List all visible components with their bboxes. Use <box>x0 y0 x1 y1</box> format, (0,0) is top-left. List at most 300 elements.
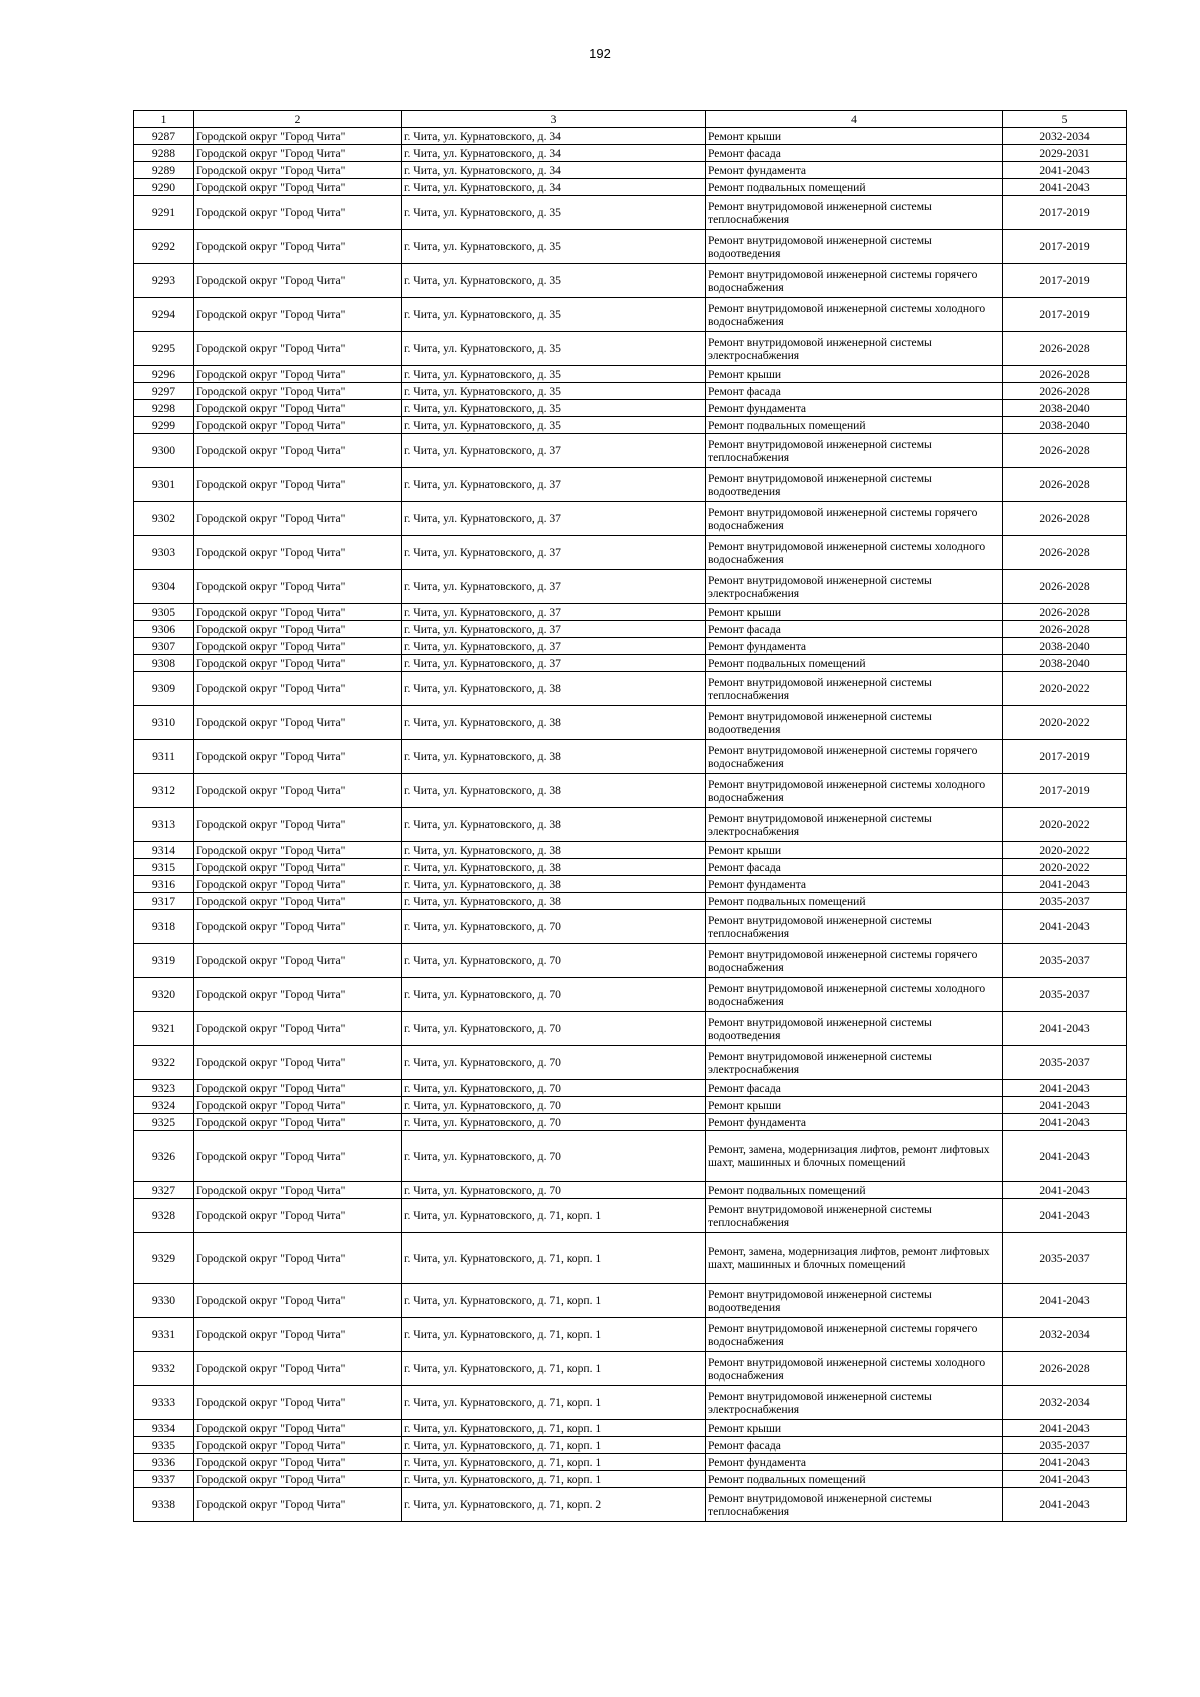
period-cell: 2041-2043 <box>1003 1012 1127 1046</box>
period-cell: 2020-2022 <box>1003 672 1127 706</box>
work-type-cell: Ремонт внутридомовой инженерной системы холодного водоснабжения <box>706 1352 1003 1386</box>
address-cell: г. Чита, ул. Курнатовского, д. 38 <box>402 859 706 876</box>
period-cell: 2026-2028 <box>1003 536 1127 570</box>
period-cell: 2041-2043 <box>1003 1080 1127 1097</box>
table-row <box>134 1182 1127 1199</box>
work-type-cell: Ремонт внутридомовой инженерной системы теплоснабжения <box>706 434 1003 468</box>
period-cell: 2035-2037 <box>1003 944 1127 978</box>
row-number-cell: 9318 <box>134 910 194 944</box>
work-type-cell: Ремонт фундамента <box>706 162 1003 179</box>
table-row <box>134 1352 1127 1386</box>
table-row <box>134 536 1127 570</box>
work-type-cell: Ремонт фундамента <box>706 400 1003 417</box>
work-type-cell: Ремонт внутридомовой инженерной системы холодного водоснабжения <box>706 978 1003 1012</box>
municipality-cell: Городской округ "Город Чита" <box>194 128 402 145</box>
work-type-cell: Ремонт внутридомовой инженерной системы горячего водоснабжения <box>706 1318 1003 1352</box>
municipality-cell: Городской округ "Город Чита" <box>194 298 402 332</box>
row-number-cell: 9328 <box>134 1199 194 1233</box>
table-row <box>134 179 1127 196</box>
work-type-cell: Ремонт фасада <box>706 1080 1003 1097</box>
period-cell: 2041-2043 <box>1003 1471 1127 1488</box>
row-number-cell: 9326 <box>134 1131 194 1182</box>
address-cell: г. Чита, ул. Курнатовского, д. 37 <box>402 468 706 502</box>
municipality-cell: Городской округ "Город Чита" <box>194 638 402 655</box>
municipality-cell: Городской округ "Город Чита" <box>194 910 402 944</box>
row-number-cell: 9322 <box>134 1046 194 1080</box>
municipality-cell: Городской округ "Город Чита" <box>194 145 402 162</box>
work-type-cell: Ремонт внутридомовой инженерной системы электроснабжения <box>706 1386 1003 1420</box>
table-row <box>134 1012 1127 1046</box>
address-cell: г. Чита, ул. Курнатовского, д. 38 <box>402 672 706 706</box>
row-number-cell: 9292 <box>134 230 194 264</box>
table-row <box>134 944 1127 978</box>
period-cell: 2020-2022 <box>1003 859 1127 876</box>
table-row <box>134 383 1127 400</box>
address-cell: г. Чита, ул. Курнатовского, д. 71, корп. 1 <box>402 1318 706 1352</box>
period-cell: 2035-2037 <box>1003 893 1127 910</box>
address-cell: г. Чита, ул. Курнатовского, д. 70 <box>402 944 706 978</box>
period-cell: 2041-2043 <box>1003 876 1127 893</box>
municipality-cell: Городской округ "Город Чита" <box>194 179 402 196</box>
address-cell: г. Чита, ул. Курнатовского, д. 35 <box>402 383 706 400</box>
address-cell: г. Чита, ул. Курнатовского, д. 37 <box>402 638 706 655</box>
row-number-cell: 9303 <box>134 536 194 570</box>
header-row <box>134 111 1127 128</box>
municipality-cell: Городской округ "Город Чита" <box>194 876 402 893</box>
period-cell: 2035-2037 <box>1003 1046 1127 1080</box>
work-type-cell: Ремонт фасада <box>706 1437 1003 1454</box>
address-cell: г. Чита, ул. Курнатовского, д. 71, корп. 1 <box>402 1471 706 1488</box>
period-cell: 2020-2022 <box>1003 706 1127 740</box>
row-number-cell: 9312 <box>134 774 194 808</box>
table-row <box>134 230 1127 264</box>
table-row <box>134 1471 1127 1488</box>
work-type-cell: Ремонт внутридомовой инженерной системы электроснабжения <box>706 332 1003 366</box>
address-cell: г. Чита, ул. Курнатовского, д. 70 <box>402 910 706 944</box>
row-number-cell: 9299 <box>134 417 194 434</box>
work-type-cell: Ремонт внутридомовой инженерной системы горячего водоснабжения <box>706 502 1003 536</box>
work-type-cell: Ремонт внутридомовой инженерной системы теплоснабжения <box>706 196 1003 230</box>
period-cell: 2026-2028 <box>1003 570 1127 604</box>
address-cell: г. Чита, ул. Курнатовского, д. 71, корп. 1 <box>402 1199 706 1233</box>
row-number-cell: 9313 <box>134 808 194 842</box>
municipality-cell: Городской округ "Город Чита" <box>194 570 402 604</box>
row-number-cell: 9324 <box>134 1097 194 1114</box>
period-cell: 2041-2043 <box>1003 1131 1127 1182</box>
municipality-cell: Городской округ "Город Чита" <box>194 264 402 298</box>
row-number-cell: 9302 <box>134 502 194 536</box>
municipality-cell: Городской округ "Город Чита" <box>194 808 402 842</box>
row-number-cell: 9315 <box>134 859 194 876</box>
row-number-cell: 9294 <box>134 298 194 332</box>
row-number-cell: 9290 <box>134 179 194 196</box>
row-number-cell: 9336 <box>134 1454 194 1471</box>
municipality-cell: Городской округ "Город Чита" <box>194 1233 402 1284</box>
row-number-cell: 9314 <box>134 842 194 859</box>
row-number-cell: 9300 <box>134 434 194 468</box>
table-row <box>134 1114 1127 1131</box>
row-number-cell: 9309 <box>134 672 194 706</box>
municipality-cell: Городской округ "Город Чита" <box>194 536 402 570</box>
address-cell: г. Чита, ул. Курнатовского, д. 37 <box>402 621 706 638</box>
work-type-cell: Ремонт внутридомовой инженерной системы теплоснабжения <box>706 672 1003 706</box>
municipality-cell: Городской округ "Город Чита" <box>194 1352 402 1386</box>
period-cell: 2035-2037 <box>1003 1437 1127 1454</box>
row-number-cell: 9325 <box>134 1114 194 1131</box>
table-row <box>134 1284 1127 1318</box>
address-cell: г. Чита, ул. Курнатовского, д. 71, корп. 1 <box>402 1284 706 1318</box>
address-cell: г. Чита, ул. Курнатовского, д. 35 <box>402 264 706 298</box>
address-cell: г. Чита, ул. Курнатовского, д. 38 <box>402 706 706 740</box>
municipality-cell: Городской округ "Город Чита" <box>194 162 402 179</box>
municipality-cell: Городской округ "Город Чита" <box>194 1386 402 1420</box>
period-cell: 2038-2040 <box>1003 400 1127 417</box>
municipality-cell: Городской округ "Город Чита" <box>194 978 402 1012</box>
row-number-cell: 9334 <box>134 1420 194 1437</box>
address-cell: г. Чита, ул. Курнатовского, д. 37 <box>402 502 706 536</box>
address-cell: г. Чита, ул. Курнатовского, д. 71, корп. 1 <box>402 1233 706 1284</box>
period-cell: 2026-2028 <box>1003 502 1127 536</box>
period-cell: 2041-2043 <box>1003 1199 1127 1233</box>
address-cell: г. Чита, ул. Курнатовского, д. 71, корп. 1 <box>402 1420 706 1437</box>
period-cell: 2026-2028 <box>1003 468 1127 502</box>
table-row <box>134 638 1127 655</box>
address-cell: г. Чита, ул. Курнатовского, д. 71, корп. 2 <box>402 1488 706 1522</box>
row-number-cell: 9301 <box>134 468 194 502</box>
table-row <box>134 417 1127 434</box>
row-number-cell: 9316 <box>134 876 194 893</box>
work-type-cell: Ремонт крыши <box>706 366 1003 383</box>
period-cell: 2032-2034 <box>1003 128 1127 145</box>
municipality-cell: Городской округ "Город Чита" <box>194 1437 402 1454</box>
work-type-cell: Ремонт внутридомовой инженерной системы горячего водоснабжения <box>706 740 1003 774</box>
row-number-cell: 9297 <box>134 383 194 400</box>
repair-schedule-table <box>133 110 1127 1522</box>
address-cell: г. Чита, ул. Курнатовского, д. 71, корп. 1 <box>402 1352 706 1386</box>
municipality-cell: Городской округ "Город Чита" <box>194 400 402 417</box>
period-cell: 2035-2037 <box>1003 978 1127 1012</box>
row-number-cell: 9306 <box>134 621 194 638</box>
address-cell: г. Чита, ул. Курнатовского, д. 70 <box>402 1131 706 1182</box>
municipality-cell: Городской округ "Город Чита" <box>194 740 402 774</box>
row-number-cell: 9288 <box>134 145 194 162</box>
municipality-cell: Городской округ "Город Чита" <box>194 1131 402 1182</box>
period-cell: 2032-2034 <box>1003 1386 1127 1420</box>
row-number-cell: 9335 <box>134 1437 194 1454</box>
row-number-cell: 9317 <box>134 893 194 910</box>
address-cell: г. Чита, ул. Курнатовского, д. 37 <box>402 536 706 570</box>
table-row <box>134 128 1127 145</box>
work-type-cell: Ремонт фундамента <box>706 638 1003 655</box>
work-type-cell: Ремонт, замена, модернизация лифтов, ремонт лифтовых шахт, машинных и блочных помещений <box>706 1233 1003 1284</box>
period-cell: 2026-2028 <box>1003 621 1127 638</box>
period-cell: 2020-2022 <box>1003 842 1127 859</box>
work-type-cell: Ремонт, замена, модернизация лифтов, ремонт лифтовых шахт, машинных и блочных помещений <box>706 1131 1003 1182</box>
municipality-cell: Городской округ "Город Чита" <box>194 196 402 230</box>
work-type-cell: Ремонт фундамента <box>706 876 1003 893</box>
address-cell: г. Чита, ул. Курнатовского, д. 35 <box>402 417 706 434</box>
period-cell: 2041-2043 <box>1003 1114 1127 1131</box>
work-type-cell: Ремонт внутридомовой инженерной системы водоотведения <box>706 1012 1003 1046</box>
address-cell: г. Чита, ул. Курнатовского, д. 70 <box>402 1046 706 1080</box>
municipality-cell: Городской округ "Город Чита" <box>194 1454 402 1471</box>
municipality-cell: Городской округ "Город Чита" <box>194 1471 402 1488</box>
table-row <box>134 196 1127 230</box>
period-cell: 2032-2034 <box>1003 1318 1127 1352</box>
table-row <box>134 366 1127 383</box>
address-cell: г. Чита, ул. Курнатовского, д. 37 <box>402 655 706 672</box>
table-row <box>134 400 1127 417</box>
row-number-cell: 9321 <box>134 1012 194 1046</box>
municipality-cell: Городской округ "Город Чита" <box>194 774 402 808</box>
table-row <box>134 893 1127 910</box>
table-row <box>134 1454 1127 1471</box>
work-type-cell: Ремонт крыши <box>706 604 1003 621</box>
table-row <box>134 1233 1127 1284</box>
address-cell: г. Чита, ул. Курнатовского, д. 35 <box>402 366 706 383</box>
period-cell: 2041-2043 <box>1003 1284 1127 1318</box>
municipality-cell: Городской округ "Город Чита" <box>194 859 402 876</box>
address-cell: г. Чита, ул. Курнатовского, д. 35 <box>402 196 706 230</box>
work-type-cell: Ремонт внутридомовой инженерной системы электроснабжения <box>706 1046 1003 1080</box>
table-row <box>134 1420 1127 1437</box>
address-cell: г. Чита, ул. Курнатовского, д. 38 <box>402 876 706 893</box>
table-row <box>134 1318 1127 1352</box>
period-cell: 2020-2022 <box>1003 808 1127 842</box>
row-number-cell: 9329 <box>134 1233 194 1284</box>
table-body <box>134 128 1127 1522</box>
address-cell: г. Чита, ул. Курнатовского, д. 38 <box>402 893 706 910</box>
work-type-cell: Ремонт крыши <box>706 842 1003 859</box>
address-cell: г. Чита, ул. Курнатовского, д. 35 <box>402 332 706 366</box>
period-cell: 2041-2043 <box>1003 1097 1127 1114</box>
municipality-cell: Городской округ "Город Чита" <box>194 893 402 910</box>
address-cell: г. Чита, ул. Курнатовского, д. 34 <box>402 162 706 179</box>
address-cell: г. Чита, ул. Курнатовского, д. 37 <box>402 604 706 621</box>
table-row <box>134 910 1127 944</box>
period-cell: 2026-2028 <box>1003 434 1127 468</box>
period-cell: 2026-2028 <box>1003 1352 1127 1386</box>
table-row <box>134 145 1127 162</box>
table-row <box>134 264 1127 298</box>
address-cell: г. Чита, ул. Курнатовского, д. 38 <box>402 740 706 774</box>
municipality-cell: Городской округ "Город Чита" <box>194 672 402 706</box>
address-cell: г. Чита, ул. Курнатовского, д. 70 <box>402 1114 706 1131</box>
work-type-cell: Ремонт фасада <box>706 621 1003 638</box>
table-row <box>134 859 1127 876</box>
table-row <box>134 604 1127 621</box>
period-cell: 2038-2040 <box>1003 417 1127 434</box>
column-header: 1 <box>134 111 194 128</box>
work-type-cell: Ремонт фундамента <box>706 1454 1003 1471</box>
municipality-cell: Городской округ "Город Чита" <box>194 706 402 740</box>
row-number-cell: 9320 <box>134 978 194 1012</box>
work-type-cell: Ремонт подвальных помещений <box>706 1471 1003 1488</box>
table-row <box>134 1386 1127 1420</box>
work-type-cell: Ремонт внутридомовой инженерной системы теплоснабжения <box>706 1199 1003 1233</box>
table-row <box>134 162 1127 179</box>
municipality-cell: Городской округ "Город Чита" <box>194 1488 402 1522</box>
column-header: 4 <box>706 111 1003 128</box>
period-cell: 2035-2037 <box>1003 1233 1127 1284</box>
row-number-cell: 9311 <box>134 740 194 774</box>
address-cell: г. Чита, ул. Курнатовского, д. 38 <box>402 774 706 808</box>
municipality-cell: Городской округ "Город Чита" <box>194 1012 402 1046</box>
row-number-cell: 9293 <box>134 264 194 298</box>
address-cell: г. Чита, ул. Курнатовского, д. 70 <box>402 1097 706 1114</box>
municipality-cell: Городской округ "Город Чита" <box>194 1080 402 1097</box>
period-cell: 2029-2031 <box>1003 145 1127 162</box>
page-number: 192 <box>589 46 611 61</box>
work-type-cell: Ремонт внутридомовой инженерной системы электроснабжения <box>706 570 1003 604</box>
table-row <box>134 332 1127 366</box>
row-number-cell: 9296 <box>134 366 194 383</box>
row-number-cell: 9310 <box>134 706 194 740</box>
table-row <box>134 740 1127 774</box>
municipality-cell: Городской округ "Город Чита" <box>194 621 402 638</box>
work-type-cell: Ремонт фасада <box>706 145 1003 162</box>
table-row <box>134 1437 1127 1454</box>
table-row <box>134 621 1127 638</box>
address-cell: г. Чита, ул. Курнатовского, д. 70 <box>402 1080 706 1097</box>
period-cell: 2026-2028 <box>1003 366 1127 383</box>
row-number-cell: 9287 <box>134 128 194 145</box>
municipality-cell: Городской округ "Город Чита" <box>194 383 402 400</box>
row-number-cell: 9337 <box>134 1471 194 1488</box>
table-row <box>134 672 1127 706</box>
work-type-cell: Ремонт фасада <box>706 383 1003 400</box>
table-row <box>134 1131 1127 1182</box>
municipality-cell: Городской округ "Город Чита" <box>194 655 402 672</box>
period-cell: 2041-2043 <box>1003 910 1127 944</box>
table-row <box>134 1046 1127 1080</box>
row-number-cell: 9319 <box>134 944 194 978</box>
municipality-cell: Городской округ "Город Чита" <box>194 417 402 434</box>
municipality-cell: Городской округ "Город Чита" <box>194 502 402 536</box>
address-cell: г. Чита, ул. Курнатовского, д. 70 <box>402 1012 706 1046</box>
table-row <box>134 808 1127 842</box>
address-cell: г. Чита, ул. Курнатовского, д. 35 <box>402 230 706 264</box>
work-type-cell: Ремонт внутридомовой инженерной системы теплоснабжения <box>706 910 1003 944</box>
address-cell: г. Чита, ул. Курнатовского, д. 38 <box>402 808 706 842</box>
address-cell: г. Чита, ул. Курнатовского, д. 38 <box>402 842 706 859</box>
period-cell: 2017-2019 <box>1003 196 1127 230</box>
work-type-cell: Ремонт внутридомовой инженерной системы горячего водоснабжения <box>706 264 1003 298</box>
period-cell: 2041-2043 <box>1003 179 1127 196</box>
work-type-cell: Ремонт внутридомовой инженерной системы холодного водоснабжения <box>706 536 1003 570</box>
address-cell: г. Чита, ул. Курнатовского, д. 35 <box>402 400 706 417</box>
table-row <box>134 468 1127 502</box>
table-row <box>134 842 1127 859</box>
table-row <box>134 1080 1127 1097</box>
row-number-cell: 9308 <box>134 655 194 672</box>
period-cell: 2038-2040 <box>1003 655 1127 672</box>
work-type-cell: Ремонт фундамента <box>706 1114 1003 1131</box>
row-number-cell: 9333 <box>134 1386 194 1420</box>
column-header: 5 <box>1003 111 1127 128</box>
period-cell: 2017-2019 <box>1003 264 1127 298</box>
period-cell: 2041-2043 <box>1003 1454 1127 1471</box>
period-cell: 2017-2019 <box>1003 740 1127 774</box>
address-cell: г. Чита, ул. Курнатовского, д. 71, корп. 1 <box>402 1454 706 1471</box>
period-cell: 2041-2043 <box>1003 1182 1127 1199</box>
table-row <box>134 774 1127 808</box>
period-cell: 2026-2028 <box>1003 604 1127 621</box>
address-cell: г. Чита, ул. Курнатовского, д. 70 <box>402 978 706 1012</box>
period-cell: 2041-2043 <box>1003 162 1127 179</box>
municipality-cell: Городской округ "Город Чита" <box>194 434 402 468</box>
row-number-cell: 9305 <box>134 604 194 621</box>
address-cell: г. Чита, ул. Курнатовского, д. 34 <box>402 145 706 162</box>
municipality-cell: Городской округ "Город Чита" <box>194 366 402 383</box>
table-row <box>134 1199 1127 1233</box>
work-type-cell: Ремонт внутридомовой инженерной системы водоотведения <box>706 1284 1003 1318</box>
municipality-cell: Городской округ "Город Чита" <box>194 1046 402 1080</box>
municipality-cell: Городской округ "Город Чита" <box>194 604 402 621</box>
table-row <box>134 570 1127 604</box>
municipality-cell: Городской округ "Город Чита" <box>194 1284 402 1318</box>
municipality-cell: Городской округ "Город Чита" <box>194 1199 402 1233</box>
municipality-cell: Городской округ "Город Чита" <box>194 1114 402 1131</box>
address-cell: г. Чита, ул. Курнатовского, д. 37 <box>402 434 706 468</box>
work-type-cell: Ремонт внутридомовой инженерной системы холодного водоснабжения <box>706 774 1003 808</box>
work-type-cell: Ремонт подвальных помещений <box>706 417 1003 434</box>
row-number-cell: 9304 <box>134 570 194 604</box>
work-type-cell: Ремонт подвальных помещений <box>706 1182 1003 1199</box>
table-row <box>134 876 1127 893</box>
address-cell: г. Чита, ул. Курнатовского, д. 35 <box>402 298 706 332</box>
work-type-cell: Ремонт подвальных помещений <box>706 893 1003 910</box>
work-type-cell: Ремонт фасада <box>706 859 1003 876</box>
row-number-cell: 9291 <box>134 196 194 230</box>
municipality-cell: Городской округ "Город Чита" <box>194 1318 402 1352</box>
period-cell: 2026-2028 <box>1003 332 1127 366</box>
row-number-cell: 9330 <box>134 1284 194 1318</box>
period-cell: 2017-2019 <box>1003 774 1127 808</box>
work-type-cell: Ремонт крыши <box>706 1097 1003 1114</box>
municipality-cell: Городской округ "Город Чита" <box>194 944 402 978</box>
period-cell: 2026-2028 <box>1003 383 1127 400</box>
work-type-cell: Ремонт внутридомовой инженерной системы горячего водоснабжения <box>706 944 1003 978</box>
table-row <box>134 434 1127 468</box>
work-type-cell: Ремонт внутридомовой инженерной системы теплоснабжения <box>706 1488 1003 1522</box>
work-type-cell: Ремонт внутридомовой инженерной системы холодного водоснабжения <box>706 298 1003 332</box>
address-cell: г. Чита, ул. Курнатовского, д. 71, корп. 1 <box>402 1437 706 1454</box>
table-row <box>134 298 1127 332</box>
municipality-cell: Городской округ "Город Чита" <box>194 468 402 502</box>
work-type-cell: Ремонт внутридомовой инженерной системы водоотведения <box>706 230 1003 264</box>
period-cell: 2038-2040 <box>1003 638 1127 655</box>
row-number-cell: 9331 <box>134 1318 194 1352</box>
row-number-cell: 9327 <box>134 1182 194 1199</box>
table-row <box>134 978 1127 1012</box>
address-cell: г. Чита, ул. Курнатовского, д. 34 <box>402 128 706 145</box>
address-cell: г. Чита, ул. Курнатовского, д. 37 <box>402 570 706 604</box>
row-number-cell: 9289 <box>134 162 194 179</box>
work-type-cell: Ремонт крыши <box>706 128 1003 145</box>
municipality-cell: Городской округ "Город Чита" <box>194 332 402 366</box>
municipality-cell: Городской округ "Город Чита" <box>194 1420 402 1437</box>
work-type-cell: Ремонт крыши <box>706 1420 1003 1437</box>
municipality-cell: Городской округ "Город Чита" <box>194 1097 402 1114</box>
column-header: 2 <box>194 111 402 128</box>
municipality-cell: Городской округ "Город Чита" <box>194 842 402 859</box>
table-row <box>134 1097 1127 1114</box>
period-cell: 2017-2019 <box>1003 230 1127 264</box>
address-cell: г. Чита, ул. Курнатовского, д. 70 <box>402 1182 706 1199</box>
row-number-cell: 9295 <box>134 332 194 366</box>
row-number-cell: 9332 <box>134 1352 194 1386</box>
